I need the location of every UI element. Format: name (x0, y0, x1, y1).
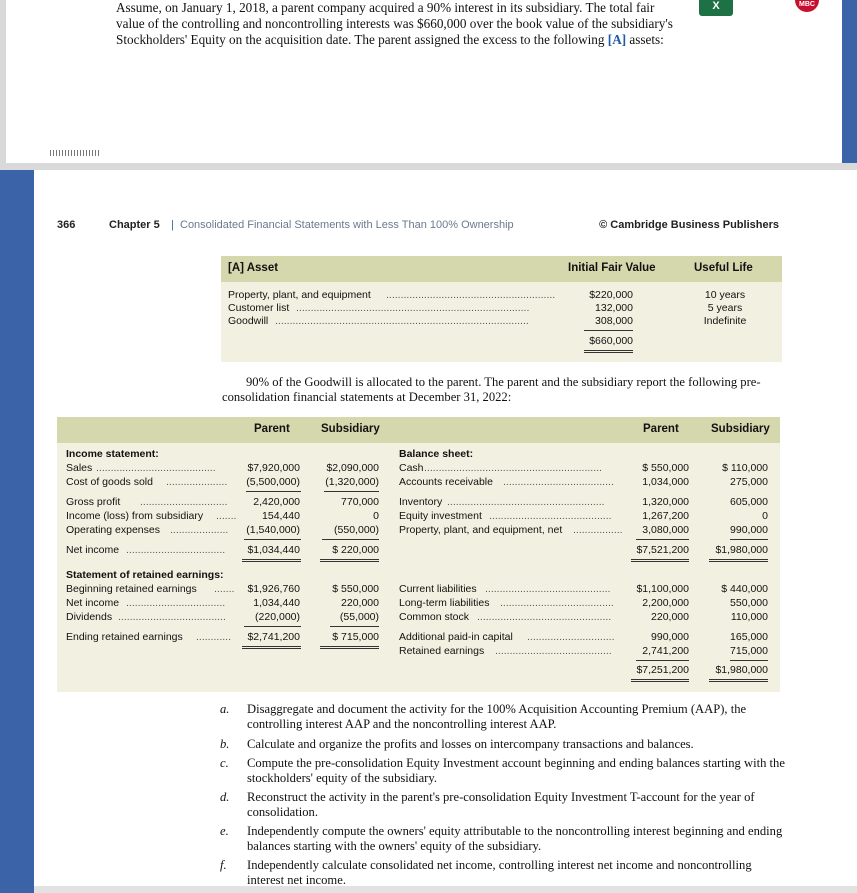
bs-sub: $ 110,000 (722, 462, 768, 474)
underline (246, 491, 301, 492)
bs-label: Equity investment (399, 510, 482, 522)
header-separator: | (171, 219, 174, 231)
asset-name: Customer list (228, 302, 290, 314)
re-parent: 1,034,440 (253, 597, 300, 609)
double-underline (709, 679, 768, 680)
question-letter: a. (220, 702, 230, 716)
income-sub: (550,000) (334, 524, 379, 536)
leader-dots: .................... (170, 524, 229, 536)
col-subsidiary-left: Subsidiary (321, 423, 380, 435)
bs-parent: 1,034,000 (642, 476, 689, 488)
leader-dots: ................. (573, 524, 623, 536)
page-number: 366 (57, 219, 76, 231)
re-parent: (220,000) (255, 611, 300, 623)
income-sub: $ 220,000 (332, 544, 379, 556)
question-letter: f. (220, 858, 227, 872)
income-label: Gross profit (66, 496, 121, 508)
re-label: Dividends (66, 611, 113, 623)
bs-label: Cash (399, 462, 424, 474)
leader-dots: ............ (196, 631, 232, 643)
bs-parent: 2,200,000 (642, 597, 689, 609)
question-letter: c. (220, 756, 229, 770)
income-label: Cost of goods sold (66, 476, 153, 488)
bs-parent: 2,741,200 (642, 645, 689, 657)
bs-label: Property, plant, and equipment, net (399, 524, 563, 536)
leader-dots: .............................................. (477, 611, 612, 623)
double-underline (320, 646, 379, 647)
double-underline (242, 561, 301, 562)
intro-paragraph (116, 0, 686, 48)
re-label: Ending retained earnings (66, 631, 183, 643)
excel-icon[interactable]: X (699, 0, 733, 16)
income-parent: 2,420,000 (253, 496, 300, 508)
bs-sub: 550,000 (730, 597, 768, 609)
question-text: Reconstruct the activity in the parent's pre-consolidation Equity Investment T-account for the year of consolidation. (247, 790, 755, 819)
double-underline (242, 559, 301, 560)
bs-sub: $ 440,000 (721, 583, 768, 595)
question-text: Independently calculate consolidated net income, controlling interest net income and noncontrolling interest net income. (247, 858, 752, 887)
underline (244, 539, 301, 540)
double-underline (631, 681, 689, 682)
left-edge-bar (0, 170, 34, 893)
re-label: Net income (66, 597, 120, 609)
bs-label: Common stock (399, 611, 470, 623)
leader-dots: ......................................... (96, 462, 216, 474)
asset-value: 132,000 (595, 302, 633, 314)
bs-label: Retained earnings (399, 645, 485, 657)
leader-dots: ....................................................................................... (275, 315, 529, 327)
leader-dots: ........................................ (495, 645, 612, 657)
assets-total-parent: $7,521,200 (636, 544, 689, 556)
col-fair-value: Initial Fair Value (568, 262, 656, 274)
leader-dots: ...................................... (503, 476, 614, 488)
asset-life: 5 years (707, 302, 743, 314)
leader-dots: ...................................................... (447, 496, 605, 508)
income-parent: $7,920,000 (247, 462, 300, 474)
goodwill-note: 90% of the Goodwill is allocated to the parent. The parent and the subsidiary report the following pre-consolidation financial statements at December 31, 2022: (222, 375, 761, 404)
leader-dots: .......................................... (489, 510, 612, 522)
retained-earnings-title: Statement of retained earnings: (66, 569, 224, 581)
chapter-title: Consolidated Financial Statements with Less Than 100% Ownership (180, 219, 514, 231)
income-label: Net income (66, 544, 120, 556)
double-underline (320, 559, 379, 560)
income-parent: (1,540,000) (246, 524, 300, 536)
bs-parent: $1,100,000 (636, 583, 689, 595)
question-text: Compute the pre-consolidation Equity Investment account beginning and ending balances starting with the stockholders' equity of the subsidiary. (247, 756, 785, 785)
leader-dots: .......................................................... (386, 289, 556, 301)
asset-tag-link[interactable]: [A] (607, 32, 627, 47)
page-edge (842, 0, 857, 163)
bs-sub: 715,000 (730, 645, 768, 657)
re-parent: $1,926,760 (247, 583, 300, 595)
balance-sheet-title: Balance sheet: (399, 448, 474, 460)
re-label: Beginning retained earnings (66, 583, 197, 595)
double-underline (320, 648, 379, 649)
double-underline (709, 681, 768, 682)
asset-life: 10 years (704, 289, 746, 301)
bs-label: Long-term liabilities (399, 597, 490, 609)
underline (322, 539, 379, 540)
bs-label: Current liabilities (399, 583, 477, 595)
question-text: Independently compute the owners' equity attributable to the noncontrolling interest beginning and ending balances starting with the owners' equity of the subsidiary. (247, 824, 783, 853)
leader-dots: ..................................... (118, 611, 226, 623)
underline (324, 491, 379, 492)
leader-dots: ..................... (166, 476, 228, 488)
leader-dots: ............................................................. (424, 462, 602, 474)
publisher: © Cambridge Business Publishers (599, 219, 779, 231)
leader-dots: .............................. (140, 496, 228, 508)
bs-label: Additional paid-in capital (399, 631, 513, 643)
bs-label: Inventory (399, 496, 443, 508)
income-sub: 0 (373, 510, 379, 522)
question-text: Disaggregate and document the activity for the 100% Acquisition Accounting Premium (AAP), the controlling interest AAP and the noncontrolling interest AAP. (247, 702, 747, 731)
bs-parent: 1,320,000 (642, 496, 689, 508)
double-underline (242, 648, 301, 649)
income-parent: (5,500,000) (246, 476, 300, 488)
bs-parent: 220,000 (651, 611, 689, 623)
double-underline (584, 350, 633, 351)
income-statement-title: Income statement: (66, 448, 159, 460)
bs-sub: 110,000 (730, 611, 768, 623)
underline (244, 626, 301, 627)
income-label: Operating expenses (66, 524, 160, 536)
double-underline (320, 561, 379, 562)
asset-life: Indefinite (703, 315, 747, 327)
underline (636, 660, 689, 661)
question-letter: d. (220, 790, 230, 804)
underline (730, 539, 768, 540)
income-label: Income (loss) from subsidiary (66, 510, 204, 522)
assets-total-sub: $1,980,000 (715, 544, 768, 556)
re-sub: $ 715,000 (332, 631, 379, 643)
double-underline (242, 646, 301, 647)
income-sub: (1,320,000) (325, 476, 379, 488)
underline (730, 660, 768, 661)
asset-name: Goodwill (228, 315, 269, 327)
bs-parent: $ 550,000 (642, 462, 689, 474)
leader-dots: ........................................... (485, 583, 611, 595)
bs-sub: 165,000 (730, 631, 768, 643)
asset-value: $220,000 (589, 289, 633, 301)
leader-dots: .................................. (126, 597, 226, 609)
leader-dots: ....... (214, 583, 235, 595)
question-letter: b. (220, 737, 230, 751)
underline (636, 539, 689, 540)
double-underline (631, 559, 689, 560)
col-parent-left: Parent (254, 423, 290, 435)
mbc-icon[interactable]: MBC (795, 0, 819, 12)
re-parent: $2,741,200 (247, 631, 300, 643)
col-useful-life: Useful Life (694, 262, 753, 274)
asset-total: $660,000 (589, 335, 633, 347)
col-asset: [A] Asset (228, 262, 279, 274)
bs-parent: 990,000 (651, 631, 689, 643)
income-label: Sales (66, 462, 93, 474)
col-parent-right: Parent (643, 423, 679, 435)
bs-parent: 1,267,200 (642, 510, 689, 522)
barcode-icon (50, 150, 100, 156)
asset-value: 308,000 (595, 315, 633, 327)
double-underline (631, 679, 689, 680)
double-underline (584, 352, 633, 353)
page-separator (0, 163, 857, 170)
leader-dots: ....................................... (500, 597, 614, 609)
double-underline (631, 561, 689, 562)
leader-dots: ................................................................................ (296, 302, 530, 314)
bs-sub: 0 (762, 510, 768, 522)
re-sub: $ 550,000 (332, 583, 379, 595)
col-subsidiary-right: Subsidiary (711, 423, 770, 435)
bs-sub: 605,000 (730, 496, 768, 508)
bs-sub: 275,000 (730, 476, 768, 488)
question-text: Calculate and organize the profits and losses on intercompany transactions and balances. (247, 737, 694, 751)
re-sub: 220,000 (341, 597, 379, 609)
bs-sub: 990,000 (730, 524, 768, 536)
leader-dots: .................................. (126, 544, 226, 556)
question-letter: e. (220, 824, 229, 838)
income-sub: $2,090,000 (326, 462, 379, 474)
underline (330, 626, 379, 627)
liabilities-total-sub: $1,980,000 (715, 664, 768, 676)
underline (584, 330, 633, 331)
double-underline (709, 561, 768, 562)
income-parent: $1,034,440 (247, 544, 300, 556)
liabilities-total-parent: $7,251,200 (636, 664, 689, 676)
income-sub: 770,000 (341, 496, 379, 508)
re-sub: (55,000) (339, 611, 379, 623)
bs-label: Accounts receivable (399, 476, 493, 488)
bs-parent: 3,080,000 (642, 524, 689, 536)
income-parent: 154,440 (262, 510, 300, 522)
chapter-label: Chapter 5 (109, 219, 160, 231)
intro-text-end: assets: (629, 32, 664, 47)
double-underline (709, 559, 768, 560)
leader-dots: .............................. (527, 631, 615, 643)
leader-dots: ....... (216, 510, 236, 522)
asset-name: Property, plant, and equipment (228, 289, 371, 301)
intro-text: Assume, on January 1, 2018, a parent company acquired a 90% interest in its subsidiary. The total fair value of the controlling and noncontrolling interests was $660,000 over the book value of the subsidiary's Stockholders' Equity on the acquisition date. The parent assigned the excess to the following (116, 0, 673, 47)
